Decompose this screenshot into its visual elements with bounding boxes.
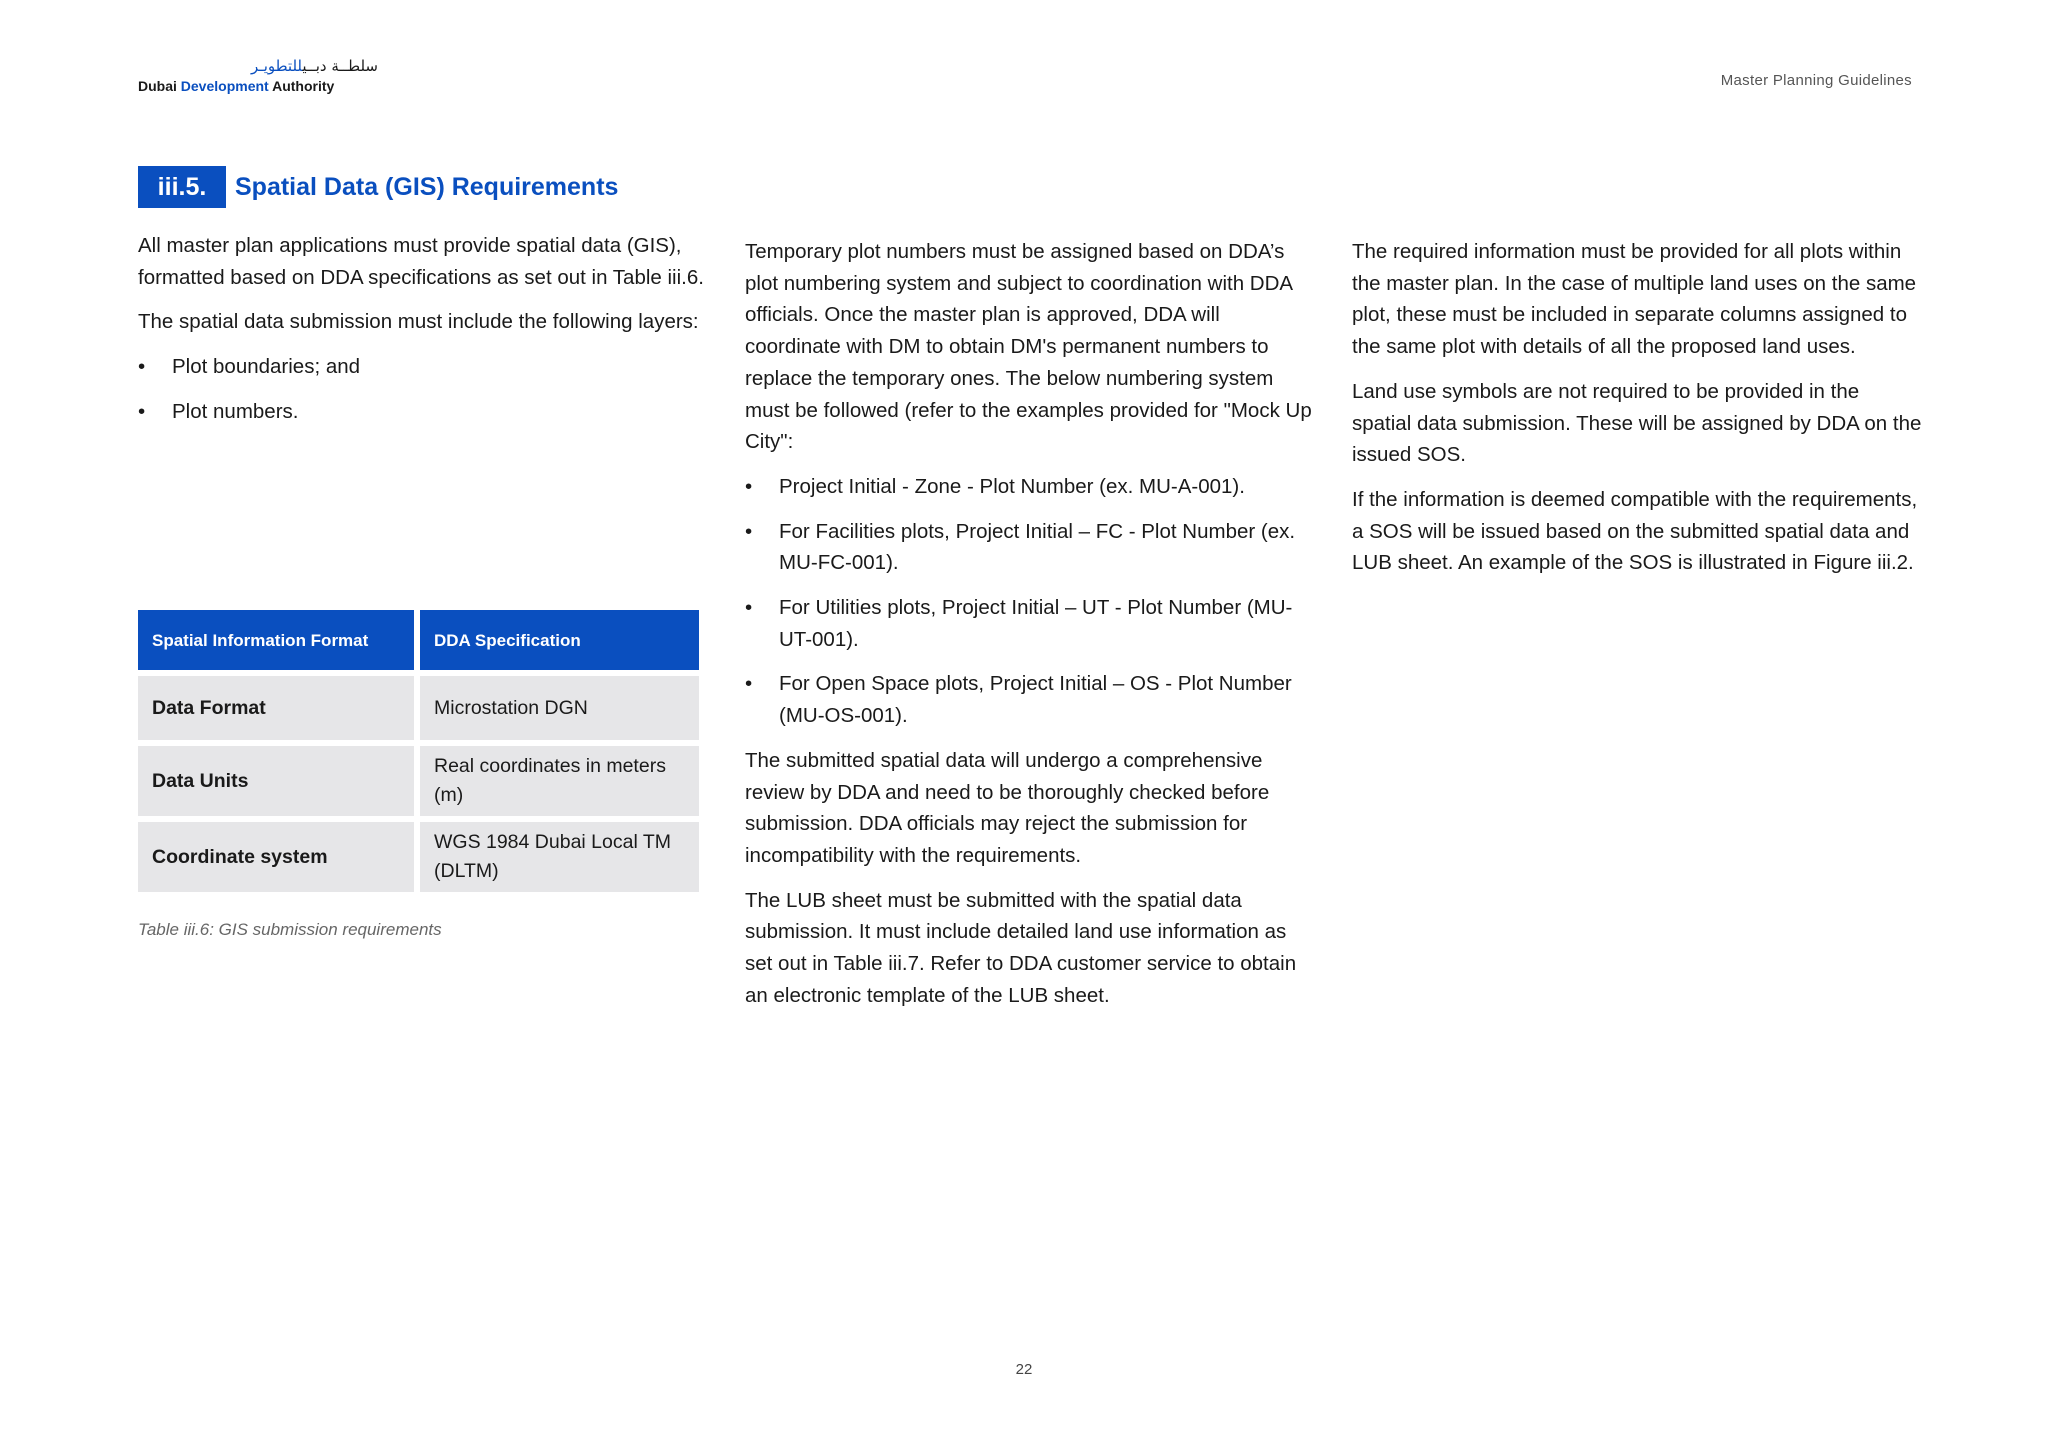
table-cell: Real coordinates in meters (m) [420, 746, 699, 816]
logo-word-dubai: Dubai [138, 78, 177, 94]
paragraph: Land use symbols are not required to be provided in the spatial data submission. These will be assigned by DDA on the issued SOS. [1352, 379, 1922, 467]
list-item [745, 516, 1315, 579]
paragraph: All master plan applications must provide spatial data (GIS), formatted based on DDA specifications as set out in Table iii.6. [138, 234, 704, 289]
logo-word-authority: Authority [272, 78, 335, 94]
column-right [1352, 236, 1922, 592]
column-left [138, 230, 708, 441]
bullet-icon: • [745, 596, 753, 620]
paragraph: If the information is deemed compatible with the requirements, a SOS will be issued based on the submitted spatial data and LUB sheet. An example of the SOS is illustrated in Figure iii.2. [1352, 487, 1918, 575]
logo-arabic-blue: للتطويـر [251, 57, 303, 75]
table-cell: Microstation DGN [420, 676, 699, 740]
section-heading [138, 166, 618, 208]
table-header-cell: Spatial Information Format [138, 610, 414, 670]
table-cell: WGS 1984 Dubai Local TM (DLTM) [420, 822, 699, 892]
bullet-list [138, 351, 708, 427]
table-header-row [138, 610, 699, 670]
list-item-text: Project Initial - Zone - Plot Number (ex. MU-A-001). [779, 474, 1245, 498]
list-item [138, 396, 708, 428]
paragraph: Temporary plot numbers must be assigned based on DDA’s plot numbering system and subject to coordination with DDA officials. Once the master plan is approved, DDA will coordinate with DM to obtain DM's permanent numbers to replace the temporary ones. The below numbering system must be followed (refer to the examples provided for "Mock Up City": [745, 240, 1312, 454]
paragraph: The LUB sheet must be submitted with the spatial data submission. It must include detailed land use information as set out in Table iii.7. Refer to DDA customer service to obtain an electronic template of the LUB sheet. [745, 888, 1297, 1007]
bullet-icon: • [138, 399, 146, 423]
table-row [138, 676, 699, 740]
paragraph: The required information must be provided for all plots within the master plan. In the case of multiple land uses on the same plot, these must be included in separate columns assigned to the same plot with details of all the proposed land uses. [1352, 240, 1917, 359]
logo-arabic-black: سلطــة دبــي [302, 57, 378, 75]
column-middle [745, 236, 1315, 1024]
bullet-icon: • [138, 355, 146, 379]
logo-word-development: Development [180, 78, 269, 94]
page-number: 22 [1015, 1361, 1033, 1378]
bullet-list [745, 471, 1315, 732]
table-row [138, 822, 699, 892]
gis-requirements-table [138, 610, 699, 892]
section-number: iii.5. [138, 166, 226, 208]
table-cell: Coordinate system [138, 822, 414, 892]
list-item-text: Plot numbers. [172, 399, 299, 423]
list-item-text: Plot boundaries; and [172, 355, 361, 379]
table-cell: Data Format [138, 676, 414, 740]
list-item-text: For Facilities plots, Project Initial – FC - Plot Number (ex. MU-FC-001). [779, 519, 1296, 575]
dda-logo [138, 57, 378, 95]
logo-english [138, 77, 378, 95]
logo-arabic [138, 57, 378, 75]
section-title: Spatial Data (GIS) Requirements [235, 172, 619, 201]
list-item [745, 471, 1315, 503]
bullet-icon: • [745, 672, 753, 696]
table-row [138, 746, 699, 816]
paragraph: The spatial data submission must include the following layers: [138, 310, 699, 334]
list-item-text: For Utilities plots, Project Initial – UT - Plot Number (MU-UT-001). [779, 596, 1293, 651]
paragraph: The submitted spatial data will undergo a comprehensive review by DDA and need to be thoroughly checked before submission. DDA officials may reject the submission for incompatibility with the requirements. [745, 748, 1270, 867]
bullet-icon: • [745, 519, 753, 543]
list-item-text: For Open Space plots, Project Initial – OS - Plot Number (MU-OS-001). [779, 672, 1292, 728]
list-item [745, 668, 1315, 731]
table-header-cell: DDA Specification [420, 610, 699, 670]
list-item [138, 351, 708, 383]
table-cell: Data Units [138, 746, 414, 816]
table-caption: Table iii.6: GIS submission requirements [138, 920, 442, 939]
list-item [745, 592, 1315, 655]
document-title: Master Planning Guidelines [1720, 72, 1912, 89]
bullet-icon: • [745, 474, 753, 498]
